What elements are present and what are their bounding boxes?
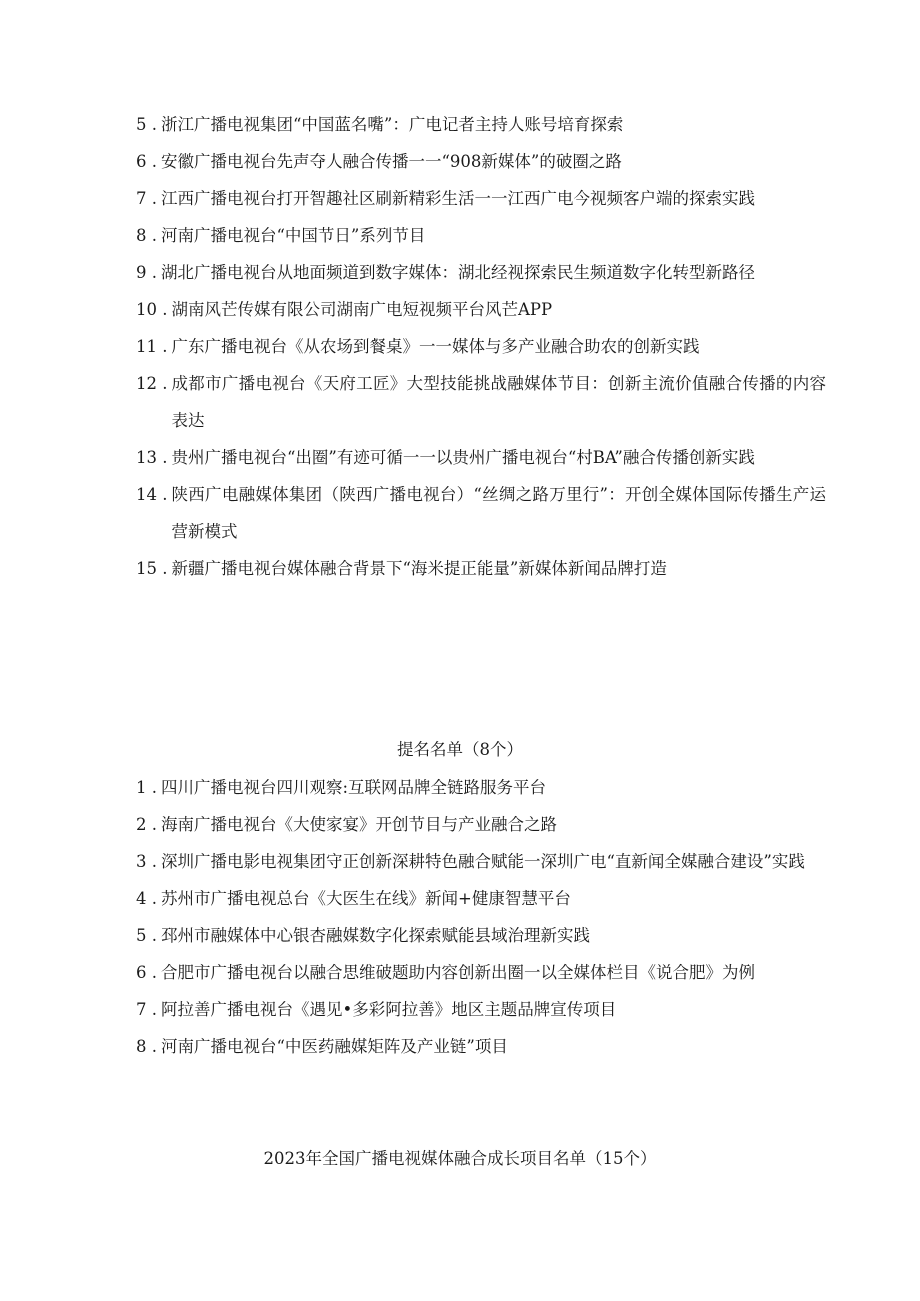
list-item	[136, 769, 826, 806]
item-text: 安徽广播电视台先声夺人融合传播一一“908新媒体”的破圈之路	[161, 152, 622, 171]
list-item	[136, 917, 826, 954]
item-number: 5 .	[136, 926, 157, 945]
item-number: 12 .	[136, 374, 168, 393]
item-number: 7 .	[136, 1000, 157, 1019]
item-text: 阿拉善广播电视台《遇见•多彩阿拉善》地区主题品牌宣传项目	[161, 1000, 617, 1019]
item-text: 陕西广电融媒体集团（陕西广播电视台）“丝绸之路万里行”：开创全媒体国际传播生产运营新模式	[171, 485, 826, 541]
item-number: 15 .	[136, 559, 168, 578]
list-item	[136, 439, 826, 476]
list-item	[136, 106, 826, 143]
list-item	[136, 217, 826, 254]
list-item	[136, 550, 826, 587]
item-text: 深圳广播电影电视集团守正创新深耕特色融合赋能一深圳广电“直新闻全媒融合建设”实践	[161, 852, 805, 871]
item-number: 1 .	[136, 778, 157, 797]
list-item	[136, 991, 826, 1028]
list-item	[136, 328, 826, 365]
item-text: 江西广播电视台打开智趣社区刷新精彩生活一一江西广电今视频客户端的探索实践	[161, 189, 755, 208]
item-text: 河南广播电视台“中医药融媒矩阵及产业链”项目	[161, 1037, 508, 1056]
list-item	[136, 476, 826, 550]
list-item	[136, 1028, 826, 1065]
item-number: 14 .	[136, 485, 168, 504]
item-number: 7 .	[136, 189, 157, 208]
nominee-section-title: 提名名单（8个）	[397, 740, 523, 759]
list-item	[136, 180, 826, 217]
item-number: 5 .	[136, 115, 157, 134]
item-number: 6 .	[136, 152, 157, 171]
item-number: 10 .	[136, 300, 168, 319]
item-text: 苏州市广播电视总台《大医生在线》新闻+健康智慧平台	[161, 889, 571, 908]
item-number: 2 .	[136, 815, 157, 834]
item-text: 湖南风芒传媒有限公司湖南广电短视频平台风芒APP	[171, 300, 553, 319]
item-number: 11 .	[136, 337, 168, 356]
item-text: 合肥市广播电视台以融合思维破题助内容创新出圈一以全媒体栏目《说合肥》为例	[161, 963, 755, 982]
list-item	[136, 365, 826, 439]
list-item	[136, 143, 826, 180]
item-text: 邳州市融媒体中心银杏融媒数字化探索赋能县域治理新实践	[161, 926, 590, 945]
item-text: 浙江广播电视集团“中国蓝名嘴”：广电记者主持人账号培育探索	[161, 115, 624, 134]
item-text: 成都市广播电视台《天府工匠》大型技能挑战融媒体节目：创新主流价值融合传播的内容表达	[171, 374, 826, 430]
item-number: 8 .	[136, 1037, 157, 1056]
item-number: 4 .	[136, 889, 157, 908]
list-item	[136, 291, 826, 328]
item-text: 湖北广播电视台从地面频道到数字媒体：湖北经视探索民生频道数字化转型新路径	[161, 263, 755, 282]
list-item	[136, 806, 826, 843]
award-project-list	[136, 106, 826, 587]
growth-section-title: 2023年全国广播电视媒体融合成长项目名单（15个）	[263, 1149, 657, 1168]
item-number: 3 .	[136, 852, 157, 871]
item-text: 海南广播电视台《大使家宴》开创节目与产业融合之路	[161, 815, 557, 834]
item-text: 四川广播电视台四川观察:互联网品牌全链路服务平台	[161, 778, 547, 797]
item-text: 新疆广播电视台媒体融合背景下“海米提正能量”新媒体新闻品牌打造	[171, 559, 667, 578]
item-number: 6 .	[136, 963, 157, 982]
list-item	[136, 254, 826, 291]
item-number: 8 .	[136, 226, 157, 245]
list-item	[136, 954, 826, 991]
item-number: 9 .	[136, 263, 157, 282]
nominee-project-list	[136, 769, 826, 1065]
item-text: 贵州广播电视台“出圈”有迹可循一一以贵州广播电视台“村BA”融合传播创新实践	[171, 448, 755, 467]
item-text: 河南广播电视台“中国节日”系列节目	[161, 226, 426, 245]
item-number: 13 .	[136, 448, 168, 467]
list-item	[136, 843, 826, 880]
item-text: 广东广播电视台《从农场到餐桌》一一媒体与多产业融合助农的创新实践	[171, 337, 700, 356]
list-item	[136, 880, 826, 917]
